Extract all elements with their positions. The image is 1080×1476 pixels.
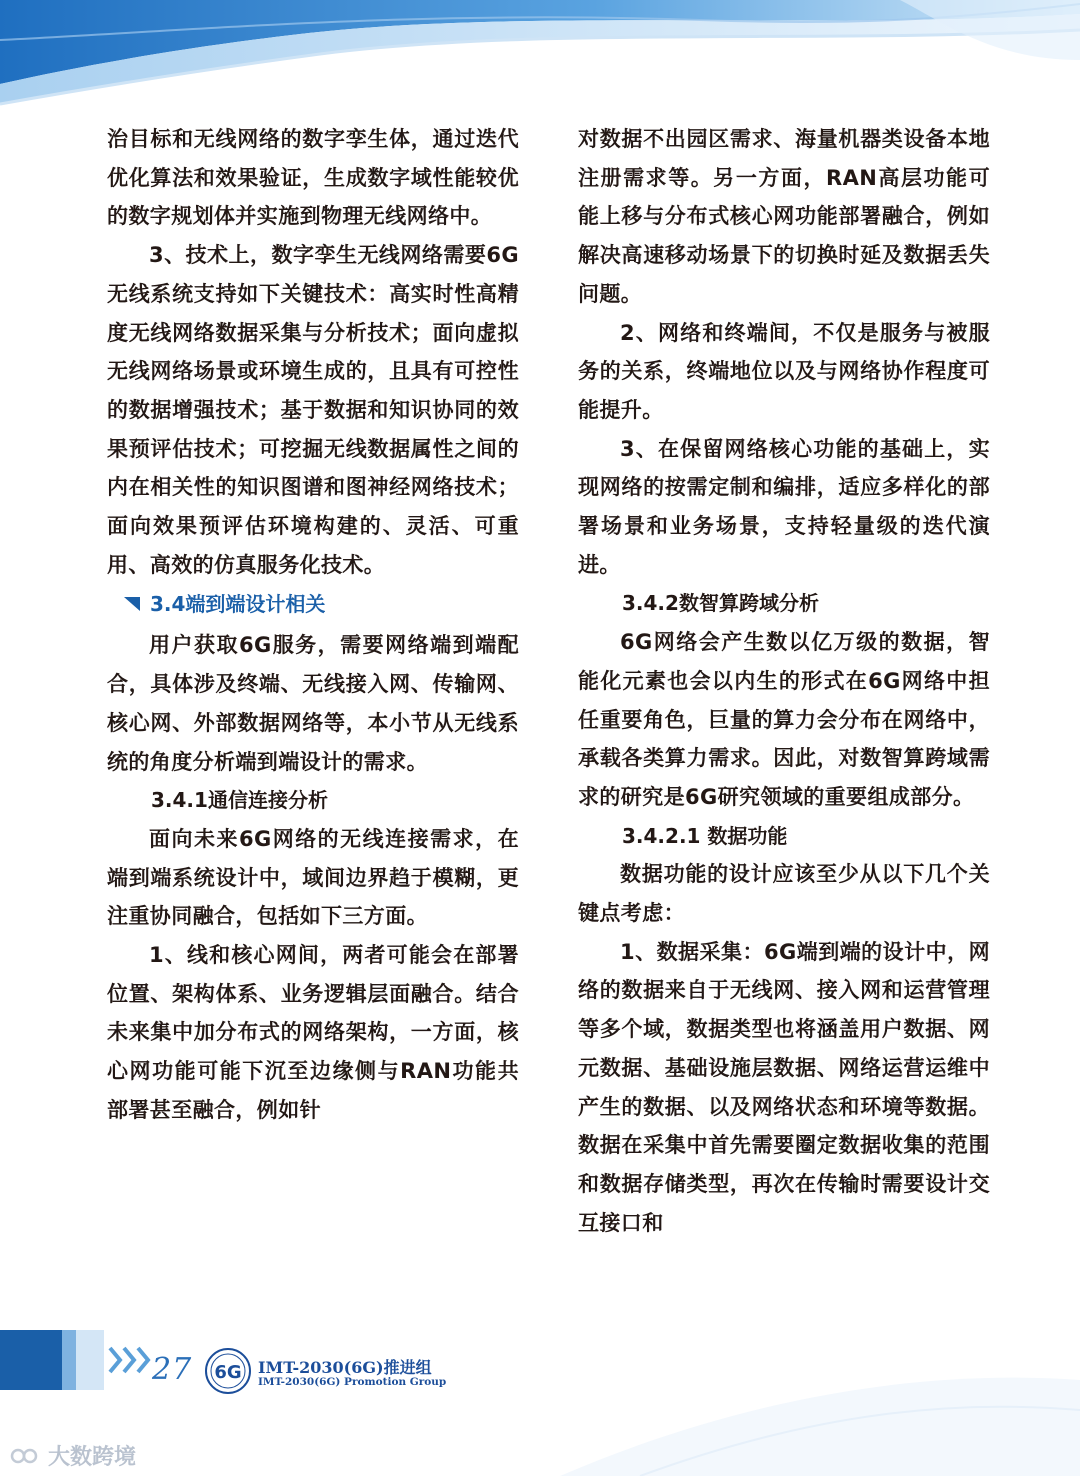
org-name-en: IMT-2030(6G) Promotion Group [258,1376,447,1388]
subsection-heading: 3.4.1通信连接分析 [151,788,328,813]
header-wave-decoration [0,0,1080,130]
paragraph: 3、在保留网络核心功能的基础上，实现网络的按需定制和编排，适应多样化的部署场景和业务场景，支持轻量级的迭代演进。 [578,436,990,577]
section-heading [107,584,519,624]
paragraph: 1、线和核心网间，两者可能会在部署位置、架构体系、业务逻辑层面融合。结合未来集中加分布式的网络架构，一方面，核心网功能可能下沉至边缘侧与RAN功能共部署甚至融合，例如针 [107,943,519,1122]
watermark-logo-icon [10,1445,44,1467]
watermark [10,1440,136,1471]
watermark-text: 大数跨境 [48,1445,137,1470]
paragraph: 治目标和无线网络的数字孪生体，通过迭代优化算法和效果验证，生成数字域性能较优的数字规划体并实施到物理无线网络中。 [107,127,519,229]
paragraph: 6G网络会产生数以亿万级的数据，智能化元素也会以内生的形式在6G网络中担任重要角色，巨量的算力会分布在网络中，承载各类算力需求。因此，对数智算跨域需求的研究是6G研究领域的重要组成部分。 [578,630,990,809]
imt2030-logo-icon [204,1347,252,1395]
paragraph: 1、数据采集：6G端到端的设计中，网络的数据来自于无线网、接入网和运营管理等多个域，数据类型也将涵盖用户数据、网元数据、基础设施层数据、网络运营运维中产生的数据、以及网络状态和环境等数据。数据在采集中首先需要圈定数据收集的范围和数据存储类型，再次在传输时需要设计交互接口和 [578,939,990,1235]
subsection-heading: 3.4.2.1 数据功能 [622,823,788,848]
right-text-column [578,120,990,1242]
org-name-cn: IMT-2030(6G)推进组 [258,1358,432,1377]
paragraph: 对数据不出园区需求、海量机器类设备本地注册需求等。另一方面，RAN高层功能可能上移与分布式核心网功能部署融合，例如解决高速移动场景下的切换时延及数据丢失问题。 [578,127,990,306]
paragraph: 用户获取6G服务，需要网络端到端配合，具体涉及终端、无线接入网、传输网、核心网、外部数据网络等，本小节从无线系统的角度分析端到端设计的需求。 [107,633,519,774]
paragraph: 2、网络和终端间，不仅是服务与被服务的关系，终端地位以及与网络协作程度可能提升。 [578,320,990,422]
left-text-column [107,120,519,1130]
paragraph: 3、技术上，数字孪生无线网络需要6G无线系统支持如下关键技术：高实时性高精度无线网络数据采集与分析技术；面向虚拟无线网络场景或环境生成的，且具有可控性的数据增强技术；基于数据和知识协同的效果预评估技术；可挖掘无线数据属性之间的内在相关性的知识图谱和图神经网络技术；面向效果预评估环境构建的、灵活、可重用、高效的仿真服务化技术。 [107,243,519,577]
paragraph: 面向未来6G网络的无线连接需求，在端到端系统设计中，域间边界趋于模糊，更注重协同融合，包括如下三方面。 [107,826,519,929]
paragraph: 数据功能的设计应该至少从以下几个关键点考虑： [578,862,990,926]
section-marker-icon [124,597,140,611]
page-number: 27 [152,1352,193,1387]
section-heading-text: 3.4端到端设计相关 [150,592,326,617]
subsection-heading: 3.4.2数智算跨域分析 [622,591,819,616]
logo-badge-text: 6G [214,1362,242,1383]
